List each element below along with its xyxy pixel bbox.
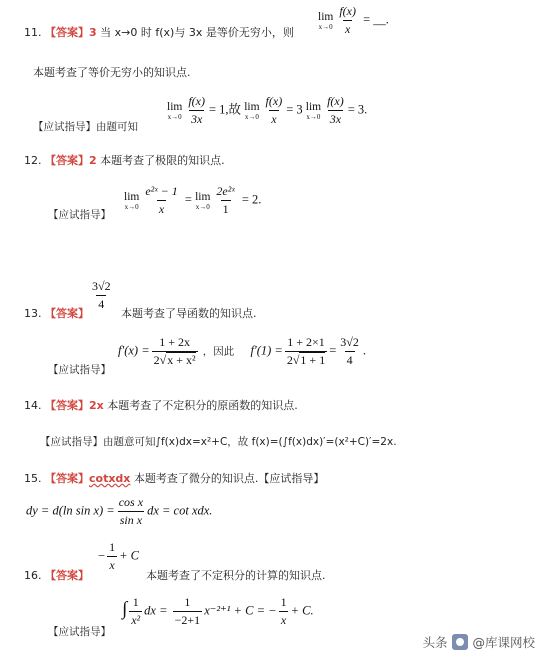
formula-text: f′(x) = — [118, 343, 150, 358]
lim-subscript: x→0 — [195, 202, 210, 211]
q16-note: 本题考查了不定积分的计算的知识点. — [146, 569, 326, 582]
fraction-numerator: f(x) — [339, 4, 356, 18]
q11-question-expr — [318, 4, 389, 37]
lim-subscript: x→0 — [167, 112, 182, 121]
q13-guide-label: 【应试指导】 — [48, 364, 111, 376]
q11-number: 11. — [24, 26, 42, 39]
lim-symbol: lim — [244, 100, 260, 113]
formula-text: x⁻²⁺¹ + C = − — [204, 603, 277, 618]
fraction-denominator: x² — [131, 613, 141, 627]
fraction-denominator: 2√1 + 1 — [286, 353, 326, 367]
formula-text: ，因此 — [202, 346, 235, 358]
answer-tag: 【答案】 — [45, 399, 89, 412]
q12-answer: 2 — [89, 154, 97, 167]
q14-note: 本题考查了不定积分的原函数的知识点. — [107, 399, 298, 412]
q15-note: 本题考查了微分的知识点.【应试指导】 — [133, 472, 325, 485]
q11-question-text: 当 x→0 时 f(x)与 3x 是等价无穷小，则 — [100, 26, 294, 39]
answer-tag: 【答案】 — [45, 26, 89, 39]
formula-text: f′(1) = — [250, 343, 283, 358]
q14-guide: 【应试指导】由题意可知∫f(x)dx=x²+C，故 f(x)=(∫f(x)dx)′=(x²+C)′=2x. — [40, 436, 397, 448]
fraction-denominator: 3x — [191, 112, 203, 126]
q13-number: 13. — [24, 307, 42, 320]
coefficient: 2 — [153, 353, 160, 367]
lim-subscript: x→0 — [306, 112, 321, 121]
formula-text: = — [329, 343, 337, 358]
fraction-denominator: x — [109, 558, 115, 572]
lim-symbol: lim — [195, 190, 211, 203]
fraction-numerator: 2e²ˣ — [216, 184, 235, 198]
q11-answer: 3 — [89, 26, 97, 39]
lim-subscript: x→0 — [244, 112, 259, 121]
q16-guide-label: 【应试指导】 — [48, 626, 111, 638]
lim-subscript: x→0 — [318, 22, 333, 31]
formula-text: + C. — [290, 603, 314, 618]
fraction-denominator: −2+1 — [174, 613, 201, 627]
formula-text: = — [184, 192, 192, 207]
formula-text: . — [362, 343, 366, 358]
fraction-denominator: 3x — [329, 112, 342, 126]
formula-text: dx = — [144, 603, 168, 618]
fraction-numerator: 3√2 — [340, 335, 359, 349]
q16-header — [24, 567, 89, 583]
fraction-numerator: 1 + 2×1 — [287, 335, 325, 349]
fraction-numerator: 1 — [184, 595, 191, 609]
q14-number: 14. — [24, 399, 42, 412]
formula-text: + C — [119, 548, 139, 563]
q12-number: 12. — [24, 154, 42, 167]
fraction-numerator: 1 — [109, 540, 116, 554]
answer-tag: 【答案】 — [45, 472, 89, 485]
q16-number: 16. — [24, 569, 42, 582]
q15-answer: cotxdx — [89, 472, 131, 485]
formula-text: = 1,故 — [209, 102, 242, 117]
formula-text: = 2. — [241, 192, 262, 207]
q13-note: 本题考查了导函数的知识点. — [121, 307, 257, 320]
answer-tag: 【答案】 — [45, 307, 89, 320]
q12-guide-label: 【应试指导】 — [48, 209, 111, 221]
q14-header — [24, 397, 298, 413]
q15-number: 15. — [24, 472, 42, 485]
fraction-denominator: 4 — [346, 353, 353, 367]
q13-answer-fraction — [88, 279, 115, 312]
q11-guide-formula — [167, 94, 367, 127]
coefficient: 2 — [286, 353, 293, 367]
fraction-denominator: x — [158, 202, 165, 216]
watermark-prefix: 头条 — [422, 635, 448, 650]
lim-symbol: lim — [318, 10, 334, 23]
q13-guide-formula — [118, 335, 366, 368]
fraction-numerator: f(x) — [188, 94, 205, 108]
formula-text: dx = cot xdx. — [147, 503, 213, 518]
radicand: x + x² — [167, 353, 196, 367]
q15-header — [24, 470, 324, 486]
q12-header — [24, 152, 225, 168]
fraction-numerator: 1 + 2x — [159, 335, 191, 349]
q11-guide-label: 【应试指导】由题可知 — [33, 121, 138, 133]
fraction-numerator: e²ˣ − 1 — [145, 184, 178, 198]
fraction-numerator: f(x) — [327, 94, 344, 108]
fraction-numerator: cos x — [118, 495, 144, 509]
fraction-denominator: 2√x + x² — [153, 353, 196, 367]
fraction-denominator: x — [280, 613, 287, 627]
lim-symbol: lim — [167, 100, 183, 113]
headline-logo-icon — [452, 634, 468, 650]
fraction-denominator: 1 — [222, 202, 229, 216]
q11-header — [24, 24, 294, 40]
q14-answer: 2x — [89, 399, 104, 412]
fraction-denominator: 4 — [98, 297, 105, 311]
radicand: 1 + 1 — [300, 353, 326, 367]
fraction-numerator: 3√2 — [92, 279, 111, 293]
lim-subscript: x→0 — [124, 202, 139, 211]
fraction-numerator: 1 — [132, 595, 139, 609]
fraction-denominator: sin x — [119, 513, 143, 527]
q15-formula — [26, 495, 212, 528]
formula-text: dy = d(ln sin x) = — [26, 503, 115, 518]
fraction-numerator: f(x) — [265, 94, 283, 108]
answer-tag: 【答案】 — [45, 154, 89, 167]
q12-guide-formula — [124, 184, 261, 217]
watermark-name: @库课网校 — [472, 635, 535, 650]
integral-symbol: ∫ — [122, 598, 128, 620]
formula-text: − — [98, 548, 106, 563]
fraction-denominator: x — [271, 112, 277, 126]
q12-note: 本题考查了极限的知识点. — [100, 154, 225, 167]
lim-symbol: lim — [305, 100, 322, 113]
formula-text: = 3 — [286, 102, 303, 117]
answer-tag: 【答案】 — [45, 569, 89, 582]
watermark — [422, 633, 535, 651]
formula-text: = 3. — [347, 102, 368, 117]
q11-note: 本题考查了等价无穷小的知识点. — [33, 66, 191, 79]
lim-symbol: lim — [124, 190, 140, 203]
fraction-denominator: x — [345, 22, 351, 36]
q13-header — [24, 305, 89, 321]
q16-guide-formula — [122, 595, 314, 628]
fraction-numerator: 1 — [280, 595, 287, 609]
q16-answer-expr — [98, 540, 139, 573]
answer-blank: = __. — [363, 12, 389, 27]
